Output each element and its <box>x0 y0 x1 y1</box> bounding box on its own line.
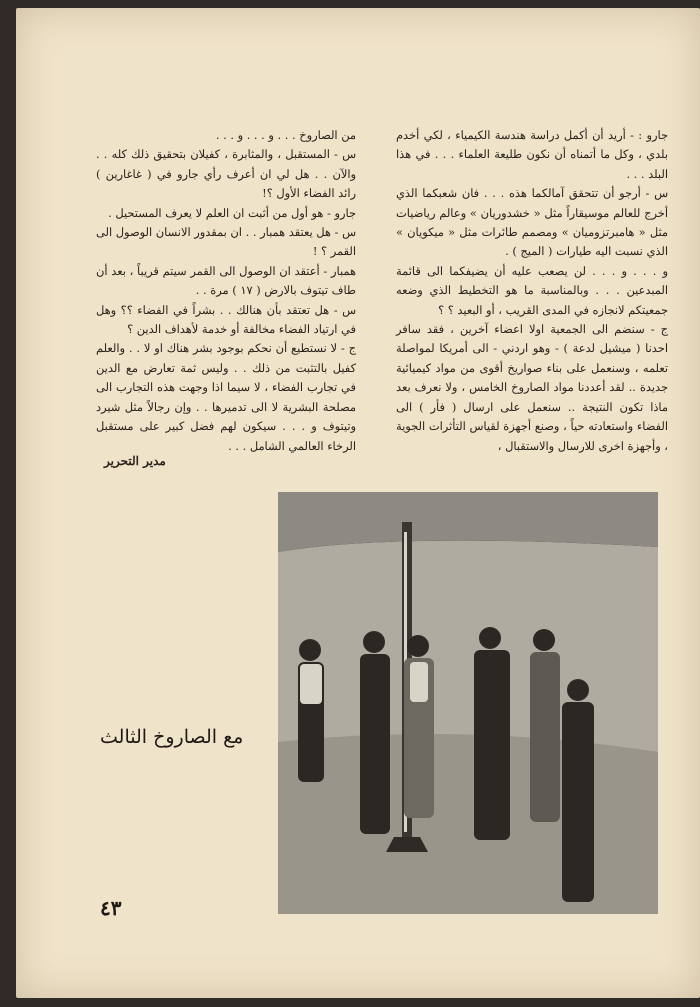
photo-illustration <box>278 492 658 914</box>
paragraph: س - أرجو أن تتحقق آمالكما هذه . . . فان شعبكما الذي أخرج للعالم موسيقاراً مثل « خشدوريان » وعالم رياضيات مثل « هامبرتزوميان » ومصمم طائرات مثل « ميكويان » الذي نسبت اليه طيارات ( الميج ) . <box>396 186 668 259</box>
magazine-page <box>16 8 700 998</box>
paragraph: س - المستقبل ، والمثابرة ، كفيلان بتحقيق ذلك كله . . والآن . . هل لي ان أعرف رأي جارو في ( غاغارين ) رائد الفضاء الأول ؟! <box>96 147 356 201</box>
photo-caption: مع الصاروخ الثالث <box>100 726 244 748</box>
paragraph: من الصاروخ . . . و . . . و . . . <box>215 128 356 142</box>
paragraph: س - هل تعتقد بأن هنالك . . بشراً في الفضاء ؟؟ وهل في ارتياد الفضاء مخالفة أو خدمة لأهداف الدين ؟ <box>96 302 356 337</box>
page-number: ٤٣ <box>100 896 122 920</box>
paragraph: و . . . و . . . لن يصعب عليه أن يضيفكما الى قائمة المبدعين . . . وبالمناسبة ما هو التخطيط الذي وضعه جمعيتكم لانجازه في المدى القريب ، أو البعيد ؟ ؟ <box>396 263 668 317</box>
paragraph: جارو - هو أول من أثبت ان العلم لا يعرف المستحيل . <box>108 205 356 220</box>
paragraph: جارو : - أريد أن أكمل دراسة هندسة الكيمياء ، لكي أخدم بلدي ، وكل ما أتمناه أن نكون طليعة العلماء . . . في هذا البلد . . . <box>396 128 668 181</box>
paragraph: ج - لا نستطيع أن نحكم بوجود بشر هناك او لا . . والعلم كفيل بالتثبت من ذلك . . وليس ثمة تعارض مع الدين في تجارب الفضاء ، لا سيما اذا وجهت هذه التجارب الى مصلحة البشرية لا الى تدميرها . . وإن رجالاً مثل شيرد وتيتوف و . . . سيكون لهم فضل كبير على مستقبل الرخاء العالمي الشامل . . . <box>96 341 356 453</box>
article-column-left <box>96 126 356 456</box>
author-signature: مدير التحرير <box>104 454 166 468</box>
article-column-right <box>396 126 668 456</box>
rocket-team-photo <box>278 492 658 914</box>
paragraph: ج - سنضم الى الجمعية اولا اعضاء آخرين ، فقد سافر احدنا ( ميشيل لدعة ) - وهو اردني - الى أمريكا لمواصلة تعلمه ، وسنعمل على بناء صواريخ أقوى من مواد كيميائية جديدة .. لقد أعددنا مواد الصاروخ الخامس ، ولا نعرف بعد ماذا تكون النتيجة .. سنعمل على ارسال ( فأر ) الى الفضاء واستعادته حياً ، وصنع أجهزة لقياس التأثرات الجوية ، وأجهزة اخرى للارسال والاستقبال ، <box>396 322 668 453</box>
paragraph: همبار - أعتقد ان الوصول الى القمر سيتم قريباً ، بعد أن طاف تيتوف بالارض ( ١٧ ) مرة . . <box>96 263 356 298</box>
paragraph: س - هل يعتقد همبار . . ان بمقدور الانسان الوصول الى القمر ؟ ! <box>96 225 356 259</box>
